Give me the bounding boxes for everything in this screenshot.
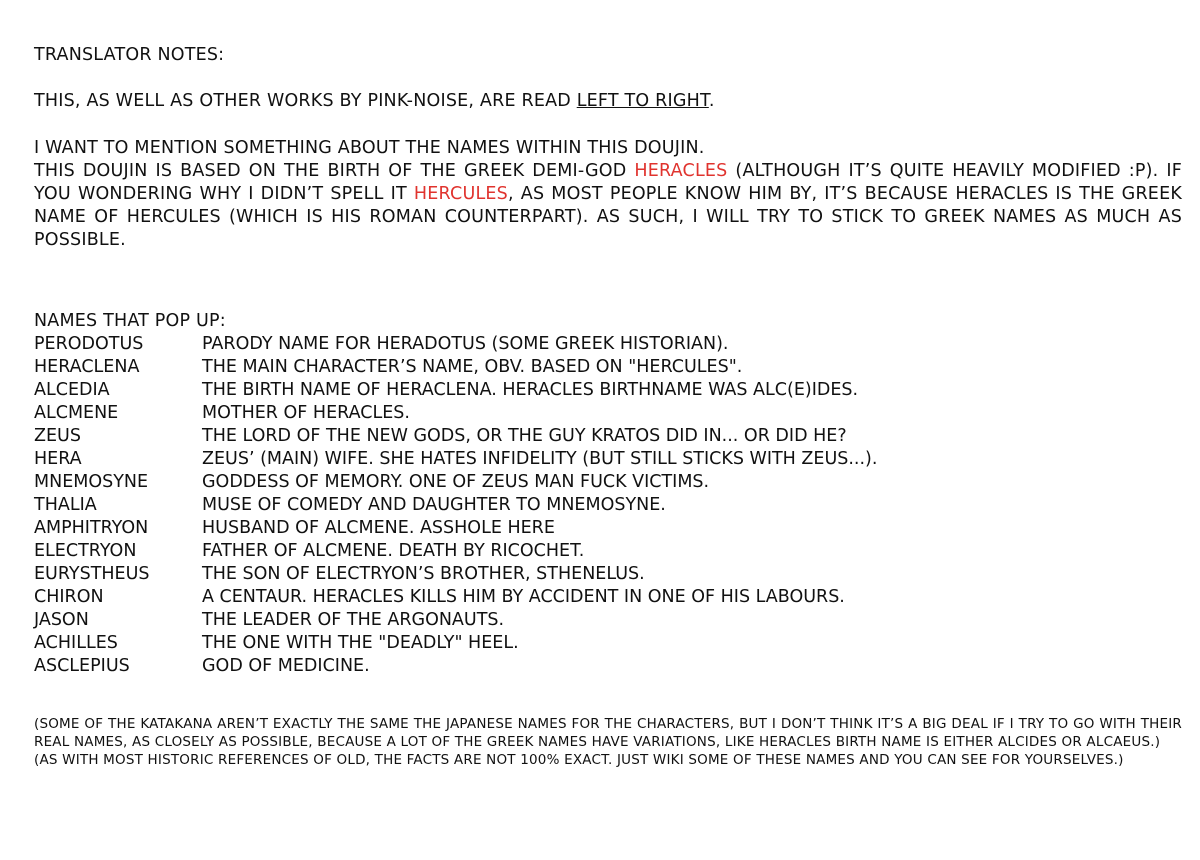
name-entry (34, 563, 1182, 586)
names-list (34, 333, 1182, 678)
name-entry (34, 494, 1182, 517)
name-term: ALCEDIA (34, 380, 110, 400)
name-entry (34, 425, 1182, 448)
name-term: CHIRON (34, 587, 104, 607)
reading-direction-note (34, 90, 1182, 113)
name-term: PERODOTUS (34, 334, 144, 354)
page-title: TRANSLATOR NOTES: (34, 45, 225, 65)
name-description: PARODY NAME FOR HERADOTUS (SOME GREEK HISTORIAN). (202, 334, 729, 354)
highlight-hercules: HERCULES (413, 184, 508, 204)
reading-note-end: . (708, 91, 715, 111)
reading-note-text: THIS, AS WELL AS OTHER WORKS BY PINK-NOISE, ARE READ (34, 91, 577, 111)
name-description: ZEUS’ (MAIN) WIFE. SHE HATES INFIDELITY (BUT STILL STICKS WITH ZEUS...). (202, 449, 878, 469)
name-description: HUSBAND OF ALCMENE. ASSHOLE HERE (202, 518, 555, 538)
intro-text-1: THIS DOUJIN IS BASED ON THE BIRTH OF THE GREEK DEMI-GOD (34, 161, 635, 181)
name-entry (34, 448, 1182, 471)
name-description: MUSE OF COMEDY AND DAUGHTER TO MNEMOSYNE. (202, 495, 666, 515)
name-entry (34, 517, 1182, 540)
footnote: (AS WITH MOST HISTORIC REFERENCES OF OLD, THE FACTS ARE NOT 100% EXACT. JUST WIKI SOME OF THESE NAMES AND YOU CAN SEE FOR YOURSELVES.) (34, 752, 1124, 768)
name-description: THE ONE WITH THE "DEADLY" HEEL. (202, 633, 519, 653)
name-entry (34, 333, 1182, 356)
intro-line: I WANT TO MENTION SOMETHING ABOUT THE NAMES WITHIN THIS DOUJIN. (34, 138, 705, 158)
name-entry (34, 402, 1182, 425)
name-description: THE LORD OF THE NEW GODS, OR THE GUY KRATOS DID IN... OR DID HE? (202, 426, 847, 446)
name-term: JASON (34, 610, 89, 630)
name-description: THE MAIN CHARACTER’S NAME, OBV. BASED ON "HERCULES". (202, 357, 743, 377)
name-term: THALIA (34, 495, 97, 515)
name-term: HERACLENA (34, 357, 140, 377)
intro-text-2: (ALTHOUGH IT’S QUITE HEAVILY MODIFIED :P). IF YOU WONDERING WHY I DIDN’T SPELL IT (34, 161, 1182, 204)
name-entry (34, 632, 1182, 655)
reading-direction: LEFT TO RIGHT (576, 91, 709, 111)
intro-text-3: , AS MOST PEOPLE KNOW HIM BY, IT’S BECAUSE HERACLES IS THE GREEK NAME OF HERCULES (WHICH IS HIS ROMAN COUNTERPART). AS SUCH, I WILL TRY TO STICK TO GREEK NAMES AS MUCH AS POSSIBLE. (34, 184, 1182, 250)
names-heading: NAMES THAT POP UP: (34, 311, 226, 331)
name-entry (34, 471, 1182, 494)
name-description: THE BIRTH NAME OF HERACLENA. HERACLES BIRTHNAME WAS ALC(E)IDES. (202, 380, 859, 400)
name-entry (34, 586, 1182, 609)
name-term: ELECTRYON (34, 541, 137, 561)
name-entry (34, 356, 1182, 379)
translator-notes-page (34, 44, 1182, 678)
name-term: AMPHITRYON (34, 518, 149, 538)
name-term: MNEMOSYNE (34, 472, 149, 492)
name-description: GODDESS OF MEMORY. ONE OF ZEUS MAN FUCK VICTIMS. (202, 472, 710, 492)
section-spacer (34, 252, 1182, 310)
intro-paragraph (34, 160, 1182, 252)
name-entry (34, 379, 1182, 402)
name-term: EURYSTHEUS (34, 564, 150, 584)
name-term: ASCLEPIUS (34, 656, 130, 676)
name-description: MOTHER OF HERACLES. (202, 403, 410, 423)
name-term: ALCMENE (34, 403, 119, 423)
name-description: A CENTAUR. HERACLES KILLS HIM BY ACCIDENT IN ONE OF HIS LABOURS. (202, 587, 845, 607)
name-term: ACHILLES (34, 633, 118, 653)
name-entry (34, 609, 1182, 632)
name-description: THE SON OF ELECTRYON’S BROTHER, STHENELUS. (202, 564, 645, 584)
name-entry (34, 655, 1182, 678)
footnote: (SOME OF THE KATAKANA AREN’T EXACTLY THE SAME THE JAPANESE NAMES FOR THE CHARACTERS, BUT I DON’T THINK IT’S A BIG DEAL IF I TRY TO GO WITH THEIR REAL NAMES, AS CLOSELY AS POSSIBLE, BECAUSE A LOT OF THE GREEK NAMES HAVE VARIATIONS, LIKE HERACLES BIRTH NAME IS EITHER ALCIDES OR ALCAEUS.) (34, 716, 1182, 750)
footnotes (34, 715, 1182, 769)
name-entry (34, 540, 1182, 563)
name-description: GOD OF MEDICINE. (202, 656, 370, 676)
name-description: THE LEADER OF THE ARGONAUTS. (202, 610, 505, 630)
name-description: FATHER OF ALCMENE. DEATH BY RICOCHET. (202, 541, 585, 561)
highlight-heracles: HERACLES (634, 161, 728, 181)
name-term: HERA (34, 449, 82, 469)
name-term: ZEUS (34, 426, 81, 446)
